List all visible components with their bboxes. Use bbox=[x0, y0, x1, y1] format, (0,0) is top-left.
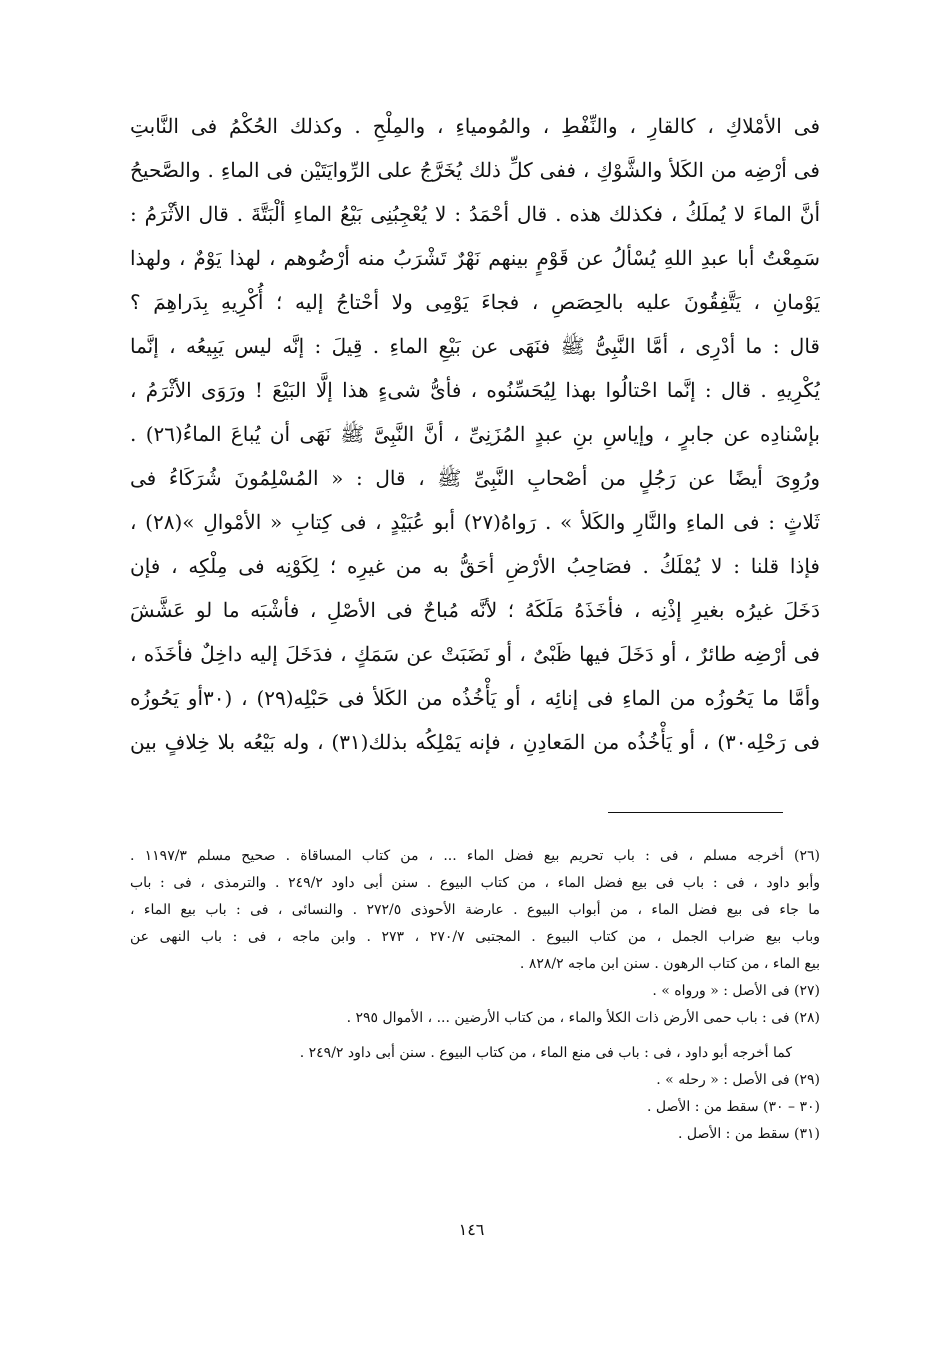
footnote-line: كما أخرجه أبو داود ، فى : باب فى منع الماء ، من كتاب البيوع . سنن أبى داود ٢٤٩/٢ . bbox=[299, 1045, 792, 1061]
text-line: يُكْرِيهِ . قال : إنَّما احْتالُوا بهذا لِيُحَسِّنُوه ، فأىُّ شىءٍ هذا إلَّا البَيْعَ ! ورَوَى الأثْرَمُ ، bbox=[130, 378, 820, 402]
text-line: فى رَحْلِه٣٠) ، أو يَأْخُذُه من المَعادِنِ ، فإنه يَمْلِكُه بذلك(٣١) ، وله بَيْعُه بلا خِلافٍ بين bbox=[130, 730, 820, 754]
text-line: ثَلاثٍ : فى الماءِ والنَّارِ والكَلأ » . رَواهُ(٢٧) أبو عُبَيْدٍ ، فى كِتابِ « الأمْوالِ »(٢٨) ، bbox=[130, 510, 820, 534]
footnote-line: بيع الماء ، من كتاب الرهون . سنن ابن ماجه ٨٢٨/٢ . bbox=[519, 956, 820, 972]
text-line: دَخَلَ غيرُه بغيرِ إذْنِه ، فأخَذَهُ مَلَكَهُ ؛ لأنَّه مُباحٌ فى الأصْلِ ، فأشْبَه ما لو عَشَّشَ bbox=[130, 598, 820, 622]
text-line: أنَّ الماءَ لا يُملَكُ ، فكذلك هذه . قال أحْمَدُ : لا يُعْجِبُنِى بَيْعُ الماءِ ألْبَتَّةَ . قال الأثْرَمُ : bbox=[130, 202, 820, 226]
text-line: فإذا قلنا : لا يُمْلَكُ . فصَاحِبُ الأرْضِ أحَقُّ به من غيرِه ؛ لِكَوْنِه فى مِلْكِه ، فإن bbox=[130, 554, 820, 578]
footnote-line: (٣٠ – ٣٠) سقط من : الأصل . bbox=[647, 1099, 820, 1115]
text-line: ورُوِىَ أيضًا عن رَجُلٍ من أصْحابِ النَّبِىِّ ﷺ ، قال : « المُسْلِمُونَ شُرَكَاءُ فى bbox=[130, 466, 820, 490]
footnote-line: (٢٩) فى الأصل : « رحله » . bbox=[656, 1072, 820, 1088]
footnote-line: (٢٧) فى الأصل : « ورواه » . bbox=[652, 983, 820, 999]
footnotes bbox=[130, 843, 820, 1148]
text-line: فى أرْضِه طائرٌ ، أو دَخَلَ فيها ظَبْىٌ ، أو نَضَبَتْ عن سَمَكٍ ، فدَخَلَ إليه داخِلٌ فأخَذَه ، bbox=[130, 642, 820, 666]
text-line: فى الأمْلاكِ ، كالقارِ ، والنِّفْطِ ، والمُومياءِ ، والمِلْحِ . وكذلك الحُكْمُ فى النَّابتِ bbox=[130, 114, 820, 138]
page-number: ١٤٦ bbox=[458, 1220, 485, 1239]
main-text bbox=[130, 104, 820, 764]
footnote-spacer bbox=[130, 1032, 820, 1040]
footnote-line: وأبو داود ، فى : باب فى بيع فضل الماء ، من كتاب البيوع . سنن أبى داود ٢٤٩/٢ . والترمذى ، فى : باب bbox=[130, 875, 820, 891]
text-line: قال : ما أدْرِى ، أمَّا النَّبِىُّ ﷺ فنَهَى عن بَيْعِ الماءِ . قِيلَ : إنَّه ليس يَبِيعُه ، إنَّما bbox=[130, 334, 820, 358]
text-line: وأمَّا ما يَحُوزُه من الماءِ فى إنائِه ، أو يَأْخُذُه من الكَلأ فى حَبْلِه(٢٩) ، (٣٠أو يَحُوزُه bbox=[130, 686, 820, 710]
footnote-line: ما جاء فى بيع فضل الماء ، من أبواب البيوع . عارضة الأحوذى ٢٧٢/٥ . والنسائى ، فى : باب بيع الماء ، bbox=[130, 902, 820, 918]
text-line: فى أرْضِه من الكَلأ والشَّوْكِ ، ففى كلِّ ذلك يُخَرَّجُ على الرِّوايَتَيْن فى الماءِ . والصَّحيحُ bbox=[130, 158, 820, 182]
text-line: بإسْنادِه عن جابرٍ ، وإياسِ بنِ عبدٍ المُزَنِىِّ ، أنَّ النَّبِىَّ ﷺ نَهَى أن يُباعَ الماءُ(٢٦) . bbox=[130, 422, 820, 446]
text-line: يَوْمانِ ، يَتَّفِقُونَ عليه بالحِصَصِ ، فجاءَ يَوْمِى ولا أحْتاجُ إليه ؛ أُكْرِيهِ بِدَراهِمَ ؟ bbox=[130, 290, 820, 314]
footnote-line: (٢٦) أخرجه مسلم ، فى : باب تحريم بيع فضل الماء ... ، من كتاب المساقاة . صحيح مسلم ١١٩٧/٣ . bbox=[130, 848, 820, 864]
footnote-line: (٢٨) فى : باب حمى الأرض ذات الكلأ والماء ، من كتاب الأرضين ... ، الأموال ٢٩٥ . bbox=[346, 1010, 820, 1026]
footnote-line: (٣١) سقط من : الأصل . bbox=[677, 1126, 820, 1142]
footnote-line: وباب بيع ضراب الجمل ، من كتاب البيوع . المجتبى ٢٧٠/٧ ، ٢٧٣ . وابن ماجه ، فى : باب النهى عن bbox=[130, 929, 820, 945]
footnote-divider bbox=[608, 812, 783, 813]
text-line: سَمِعْتُ أبا عبدِ اللهِ يُسْألُ عن قَوْمٍ بينهم نَهْرٌ تَشْرَبُ منه أرْضُوهم ، لهذا يَوْمٌ ، ولهذا bbox=[130, 246, 820, 270]
